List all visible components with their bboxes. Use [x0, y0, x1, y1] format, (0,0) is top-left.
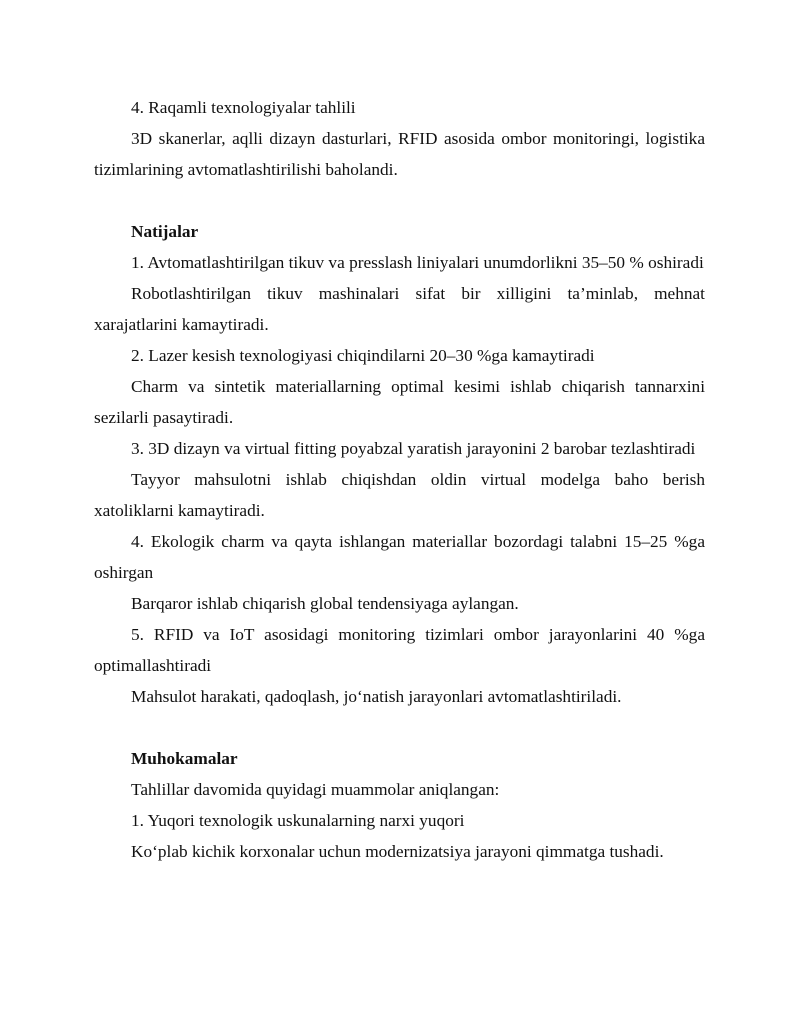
methods-item-4-title: 4. Raqamli texnologiyalar tahlili	[131, 98, 356, 117]
results-heading: Natijalar	[131, 222, 199, 241]
spacer	[94, 185, 705, 216]
results-paragraph: Robotlashtirilgan tikuv mashinalari sifat bir xilligini ta’minlab, mehnat xarajatlarini kamaytiradi.	[94, 284, 705, 334]
methods-item-4-text: 3D skanerlar, aqlli dizayn dasturlari, RFID asosida ombor monitoringi, logistika tizimlarining avtomatlashtirilishi baholandi.	[94, 129, 705, 179]
results-paragraph: 3. 3D dizayn va virtual fitting poyabzal yaratish jarayonini 2 barobar tezlashtiradi	[131, 439, 696, 458]
results-paragraph: Tayyor mahsulotni ishlab chiqishdan oldin virtual modelga baho berish xatoliklarni kamaytiradi.	[94, 470, 705, 520]
discussion-paragraph: Ko‘plab kichik korxonalar uchun modernizatsiya jarayoni qimmatga tushadi.	[131, 842, 664, 861]
discussion-paragraph: 1. Yuqori texnologik uskunalarning narxi yuqori	[131, 811, 465, 830]
document-page	[94, 92, 705, 867]
results-paragraph: Barqaror ishlab chiqarish global tendensiyaga aylangan.	[131, 594, 519, 613]
results-paragraph: Mahsulot harakati, qadoqlash, jo‘natish jarayonlari avtomatlashtiriladi.	[131, 687, 622, 706]
discussion-paragraph: Tahlillar davomida quyidagi muammolar aniqlangan:	[131, 780, 500, 799]
results-paragraph: 5. RFID va IoT asosidagi monitoring tizimlari ombor jarayonlarini 40 %ga optimallashtiradi	[94, 625, 705, 675]
discussion-heading: Muhokamalar	[131, 749, 238, 768]
results-paragraph: 4. Ekologik charm va qayta ishlangan materiallar bozordagi talabni 15–25 %ga oshirgan	[94, 532, 705, 582]
results-paragraph: 2. Lazer kesish texnologiyasi chiqindilarni 20–30 %ga kamaytiradi	[131, 346, 595, 365]
spacer	[94, 712, 705, 743]
results-paragraph: Charm va sintetik materiallarning optimal kesimi ishlab chiqarish tannarxini sezilarli pasaytiradi.	[94, 377, 705, 427]
results-paragraph: 1. Avtomatlashtirilgan tikuv va presslash liniyalari unumdorlikni 35–50 % oshiradi	[131, 253, 704, 272]
